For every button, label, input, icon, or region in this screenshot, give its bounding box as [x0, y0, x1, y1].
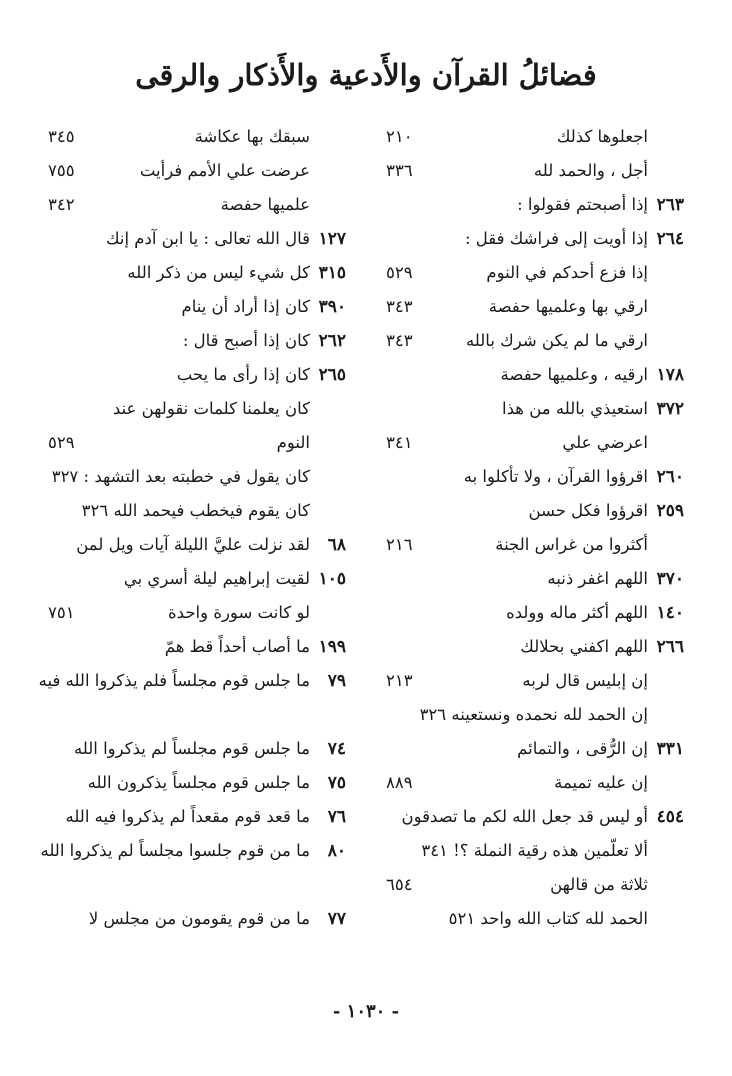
- entry-text: الحمد لله كتاب الله واحد ٥٢١: [448, 909, 648, 928]
- entry-page-ref: ٥٢٩: [48, 433, 75, 452]
- entry-number: ٧٤: [327, 739, 346, 759]
- entry-page-ref: ٢١٣: [386, 671, 413, 690]
- entry-text: كل شيء ليس من ذكر الله: [127, 263, 310, 282]
- entry-text: أكثروا من غراس الجنة: [495, 535, 648, 554]
- index-entry: [38, 766, 346, 800]
- entry-text: إن الرُّقى ، والتمائم: [517, 739, 648, 758]
- entry-number: ١٢٧: [318, 229, 346, 249]
- index-entry: [38, 358, 346, 392]
- entry-text: أجل ، والحمد لله: [533, 161, 648, 180]
- entry-number: ٧٩: [327, 671, 346, 691]
- index-entry: [38, 664, 346, 732]
- index-entry: [38, 460, 346, 494]
- entry-number: ٣٣١: [656, 739, 684, 759]
- index-entry: [376, 188, 684, 222]
- entry-page-ref: ٧٥١: [48, 603, 75, 622]
- entry-number: ٢٥٩: [656, 501, 684, 521]
- entry-text: كان يعلمنا كلمات نقولهن عند: [112, 399, 310, 418]
- index-entry: [38, 324, 346, 358]
- index-entry: [376, 324, 684, 358]
- entry-text: إذا أصبحتم فقولوا :: [517, 195, 648, 214]
- index-entry: [38, 630, 346, 664]
- entry-number: ٢٦٣: [656, 195, 684, 215]
- entry-text: ما جلس قوم مجلساً لم يذكروا الله: [73, 739, 310, 758]
- entry-text: لقد نزلت عليَّ الليلة آيات ويل لمن: [76, 535, 310, 554]
- entry-page-ref: ٥٢٩: [386, 263, 413, 282]
- index-entry: [376, 630, 684, 664]
- index-entry: [376, 392, 684, 426]
- entry-text: استعيذي بالله من هذا: [502, 399, 648, 418]
- entry-page-ref: ٣٤٣: [386, 297, 413, 316]
- entry-text: اقرؤوا فكل حسن: [528, 501, 648, 520]
- entry-number: ١٧٨: [656, 365, 684, 385]
- entry-number: ١٠٥: [318, 569, 346, 589]
- index-entry: [376, 868, 684, 902]
- entry-number: ٧٥: [327, 773, 346, 793]
- entry-page-ref: ٦٥٤: [386, 875, 413, 894]
- entry-page-ref: ٢١٠: [386, 127, 413, 146]
- entry-text: كان إذا أصبح قال :: [182, 331, 310, 350]
- index-entry: [38, 154, 346, 188]
- index-entry: [376, 834, 684, 868]
- index-entry: [376, 800, 684, 834]
- entry-text: ما جلس قوم مجلساً يذكرون الله: [87, 773, 310, 792]
- entry-number: ٧٦: [327, 807, 346, 827]
- page-title: فضائلُ القرآن والأَدعية والأَذكار والرقى: [135, 58, 597, 92]
- entry-text: قال الله تعالى : يا ابن آدم إنك: [105, 229, 310, 248]
- index-entry: [38, 732, 346, 766]
- entry-text: اعرضي علي: [562, 433, 648, 452]
- index-entry: [38, 562, 346, 596]
- index-entry: [38, 222, 346, 256]
- entry-number: ٤٥٤: [656, 807, 684, 827]
- index-entry: [38, 392, 346, 426]
- index-entry: [376, 426, 684, 460]
- entry-number: ٢٦٤: [656, 229, 684, 249]
- entry-text: كان إذا أراد أن ينام: [181, 297, 310, 316]
- index-entry: [376, 460, 684, 494]
- entry-text: إذا فزع أحدكم في النوم: [486, 263, 648, 282]
- entry-text: إن الحمد لله نحمده ونستعينه ٣٢٦: [419, 705, 648, 724]
- index-entry: [38, 494, 346, 528]
- entry-text: النوم: [276, 433, 310, 452]
- index-entry: [376, 120, 684, 154]
- entry-page-ref: ٧٥٥: [48, 161, 75, 180]
- entry-text: كان يقوم فيخطب فيحمد الله ٣٢٦: [81, 501, 310, 520]
- index-entry: [376, 902, 684, 936]
- entry-page-ref: ٨٨٩: [386, 773, 413, 792]
- index-entry: [376, 562, 684, 596]
- index-entry: [38, 188, 346, 222]
- entry-text: أو ليس قد جعل الله لكم ما تصدقون: [401, 807, 648, 826]
- entry-page-ref: ٣٣٦: [386, 161, 413, 180]
- entry-text: إن عليه تميمة: [554, 773, 648, 792]
- entry-text: ثلاثة من قالهن: [550, 875, 648, 894]
- entry-number: ٨٠: [327, 841, 346, 861]
- index-entry: [38, 800, 346, 834]
- index-column-left: [38, 120, 346, 936]
- entry-number: ٦٨: [327, 535, 346, 555]
- entry-number: ٢٦٢: [318, 331, 346, 351]
- entry-number: ٣٩٠: [318, 297, 346, 317]
- index-entry: [38, 596, 346, 630]
- index-entry: [376, 290, 684, 324]
- entry-text: اللهم أكثر ماله وولده: [506, 603, 648, 622]
- entry-page-ref: ٣٤١: [386, 433, 413, 452]
- entry-page-ref: ٣٤٣: [386, 331, 413, 350]
- entry-text: إذا أويت إلى فراشك فقل :: [464, 229, 648, 248]
- entry-number: ٣١٥: [318, 263, 346, 283]
- index-entry: [38, 902, 346, 936]
- index-entry: [376, 698, 684, 732]
- entry-text: اللهم اكفني بحلالك: [520, 637, 648, 656]
- index-entry: [38, 120, 346, 154]
- index-entry: [376, 528, 684, 562]
- index-entry: [38, 528, 346, 562]
- index-entry: [376, 256, 684, 290]
- index-entry: [376, 222, 684, 256]
- entry-page-ref: ٣٤٢: [48, 195, 75, 214]
- index-column-right: [376, 120, 684, 936]
- index-entry: [38, 426, 346, 460]
- entry-text: لو كانت سورة واحدة: [168, 603, 310, 622]
- index-entry: [376, 732, 684, 766]
- index-entry: [38, 256, 346, 290]
- entry-text: ما جلس قوم مجلساً فلم يذكروا الله فيه: [38, 671, 310, 690]
- entry-text: إن إبليس قال لربه: [522, 671, 648, 690]
- entry-text: ارقيه ، وعلميها حفصة: [500, 365, 648, 384]
- entry-text: كان يقول في خطبته بعد التشهد : ٣٢٧: [51, 467, 310, 486]
- page-number: - ١٠٣٠ -: [332, 1001, 400, 1022]
- index-entry: [376, 358, 684, 392]
- index-entry: [38, 290, 346, 324]
- index-entry: [376, 154, 684, 188]
- entry-number: ٣٧٠: [656, 569, 684, 589]
- entry-number: ٣٧٢: [656, 399, 684, 419]
- entry-text: اقرؤوا القرآن ، ولا تأكلوا به: [463, 467, 648, 486]
- entry-number: ٢٦٥: [318, 365, 346, 385]
- entry-number: ١٩٩: [318, 637, 346, 657]
- entry-page-ref: ٣٤٥: [48, 127, 75, 146]
- entry-text: ما من قوم جلسوا مجلساً لم يذكروا الله: [40, 841, 310, 860]
- entry-text: ارقي بها وعلميها حفصة: [488, 297, 648, 316]
- entry-text: عرضت علي الأمم فرأيت: [139, 161, 310, 180]
- entry-text: لقيت إبراهيم ليلة أسري بي: [123, 569, 310, 588]
- entry-text: ما أصاب أحداً قط همّ: [164, 637, 310, 656]
- entry-text: كان إذا رأى ما يحب: [176, 365, 310, 384]
- entry-text: ألا تعلّمين هذه رقية النملة ؟! ٣٤١: [421, 841, 648, 860]
- entry-number: ١٤٠: [656, 603, 684, 623]
- entry-text: ارقي ما لم يكن شرك بالله: [465, 331, 648, 350]
- index-entry: [376, 664, 684, 698]
- index-entry: [376, 766, 684, 800]
- entry-text: ما قعد قوم مقعداً لم يذكروا فيه الله: [65, 807, 310, 826]
- entry-text: اجعلوها كذلك: [556, 127, 648, 146]
- index-entry: [376, 596, 684, 630]
- entry-text: ما من قوم يقومون من مجلس لا: [88, 909, 310, 928]
- entry-page-ref: ٢١٦: [386, 535, 413, 554]
- index-entry: [376, 494, 684, 528]
- index-entry: [38, 834, 346, 902]
- entry-text: علميها حفصة: [220, 195, 310, 214]
- entry-number: ٢٦٠: [656, 467, 684, 487]
- entry-number: ٧٧: [327, 909, 346, 929]
- entry-text: اللهم اغفر ذنبه: [547, 569, 648, 588]
- entry-text: سبقك بها عكاشة: [194, 127, 310, 146]
- entry-number: ٢٦٦: [656, 637, 684, 657]
